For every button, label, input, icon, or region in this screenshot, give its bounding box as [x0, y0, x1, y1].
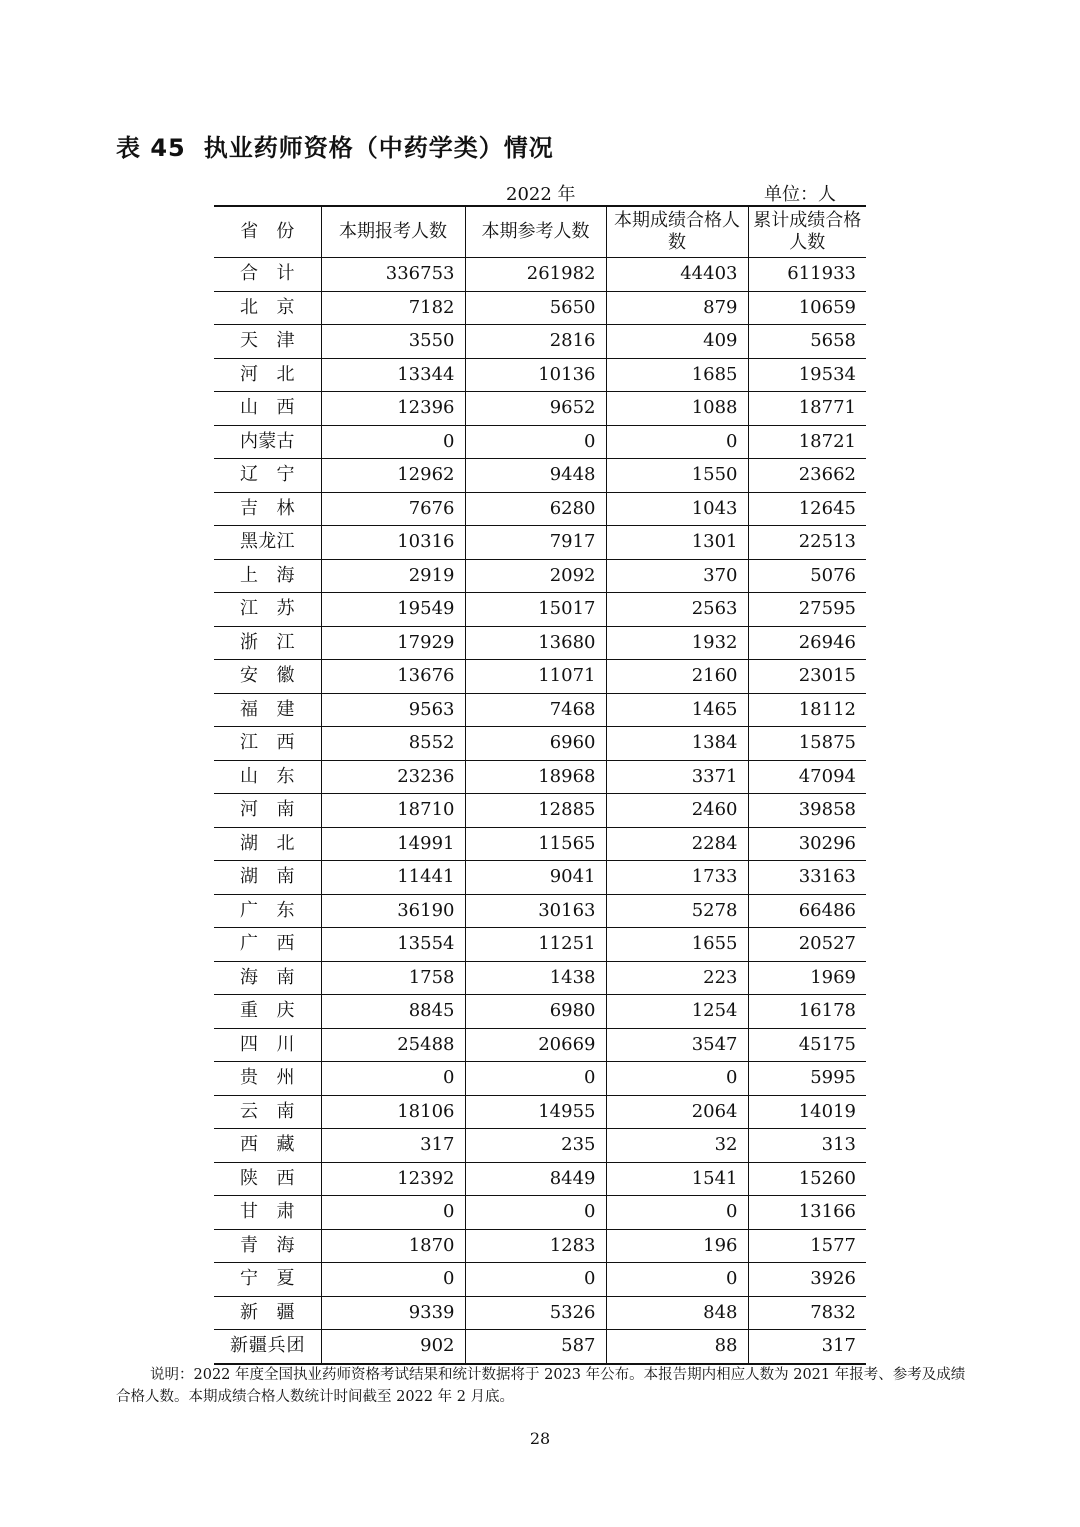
cell-qualified: 3547 [606, 1028, 748, 1062]
cell-cumulative: 5076 [748, 559, 866, 593]
province-name: 青海 [214, 1229, 321, 1263]
table-row [214, 1296, 866, 1330]
data-table [214, 205, 866, 1365]
table-row [214, 392, 866, 426]
province-name: 陕西 [214, 1162, 321, 1196]
province-name: 宁夏 [214, 1263, 321, 1297]
cell-participated: 1283 [465, 1229, 606, 1263]
cell-registered: 36190 [321, 894, 465, 928]
table-title-text: 执业药师资格（中药学类）情况 [203, 134, 554, 162]
table-body [214, 258, 866, 1364]
cell-cumulative: 3926 [748, 1263, 866, 1297]
cell-participated: 20669 [465, 1028, 606, 1062]
cell-qualified: 32 [606, 1129, 748, 1163]
province-name: 山西 [214, 392, 321, 426]
table-row [214, 1062, 866, 1096]
province-name: 湖南 [214, 861, 321, 895]
table-row [214, 727, 866, 761]
cell-qualified: 196 [606, 1229, 748, 1263]
province-name: 安徽 [214, 660, 321, 694]
cell-qualified: 1088 [606, 392, 748, 426]
cell-qualified: 370 [606, 559, 748, 593]
cell-registered: 13554 [321, 928, 465, 962]
table-row [214, 258, 866, 292]
cell-participated: 5650 [465, 291, 606, 325]
province-name: 山东 [214, 760, 321, 794]
cell-registered: 19549 [321, 593, 465, 627]
cell-qualified: 1465 [606, 693, 748, 727]
cell-registered: 8845 [321, 995, 465, 1029]
cell-participated: 0 [465, 425, 606, 459]
cell-cumulative: 15260 [748, 1162, 866, 1196]
cell-registered: 7676 [321, 492, 465, 526]
cell-qualified: 1550 [606, 459, 748, 493]
cell-cumulative: 18771 [748, 392, 866, 426]
cell-qualified: 1043 [606, 492, 748, 526]
cell-qualified: 88 [606, 1330, 748, 1364]
table-row [214, 593, 866, 627]
cell-qualified: 2064 [606, 1095, 748, 1129]
cell-participated: 10136 [465, 358, 606, 392]
cell-cumulative: 14019 [748, 1095, 866, 1129]
cell-participated: 11071 [465, 660, 606, 694]
table-row [214, 660, 866, 694]
year-label: 2022 年 [506, 184, 576, 205]
cell-participated: 0 [465, 1062, 606, 1096]
cell-participated: 14955 [465, 1095, 606, 1129]
province-name: 新疆 [214, 1296, 321, 1330]
cell-registered: 11441 [321, 861, 465, 895]
table-number: 表 45 [116, 134, 186, 162]
province-name: 湖北 [214, 827, 321, 861]
cell-registered: 18710 [321, 794, 465, 828]
cell-participated: 12885 [465, 794, 606, 828]
cell-cumulative: 66486 [748, 894, 866, 928]
cell-cumulative: 10659 [748, 291, 866, 325]
cell-registered: 317 [321, 1129, 465, 1163]
province-name: 辽宁 [214, 459, 321, 493]
cell-qualified: 0 [606, 1263, 748, 1297]
header-row [214, 206, 866, 258]
cell-participated: 1438 [465, 961, 606, 995]
province-name: 海南 [214, 961, 321, 995]
header-province: 省 份 [214, 206, 321, 258]
cell-qualified: 2460 [606, 794, 748, 828]
page-number: 28 [529, 1429, 551, 1448]
table-row [214, 995, 866, 1029]
cell-cumulative: 22513 [748, 526, 866, 560]
province-name: 北京 [214, 291, 321, 325]
cell-participated: 11251 [465, 928, 606, 962]
cell-participated: 8449 [465, 1162, 606, 1196]
province-name: 广西 [214, 928, 321, 962]
cell-qualified: 0 [606, 1062, 748, 1096]
cell-cumulative: 18112 [748, 693, 866, 727]
cell-registered: 902 [321, 1330, 465, 1364]
province-name: 重庆 [214, 995, 321, 1029]
province-name: 浙江 [214, 626, 321, 660]
cell-registered: 12392 [321, 1162, 465, 1196]
cell-qualified: 2160 [606, 660, 748, 694]
header-registered: 本期报考人数 [321, 206, 465, 258]
cell-cumulative: 16178 [748, 995, 866, 1029]
cell-cumulative: 30296 [748, 827, 866, 861]
cell-registered: 1758 [321, 961, 465, 995]
cell-qualified: 223 [606, 961, 748, 995]
cell-participated: 6960 [465, 727, 606, 761]
table-row [214, 626, 866, 660]
cell-participated: 13680 [465, 626, 606, 660]
table-row [214, 526, 866, 560]
cell-qualified: 44403 [606, 258, 748, 292]
table-row [214, 1129, 866, 1163]
cell-qualified: 1301 [606, 526, 748, 560]
province-name: 甘肃 [214, 1196, 321, 1230]
cell-registered: 12396 [321, 392, 465, 426]
cell-qualified: 3371 [606, 760, 748, 794]
cell-cumulative: 39858 [748, 794, 866, 828]
cell-registered: 0 [321, 1062, 465, 1096]
cell-cumulative: 1577 [748, 1229, 866, 1263]
table-row [214, 1263, 866, 1297]
table-row [214, 827, 866, 861]
cell-participated: 6980 [465, 995, 606, 1029]
cell-participated: 5326 [465, 1296, 606, 1330]
cell-participated: 18968 [465, 760, 606, 794]
cell-qualified: 2563 [606, 593, 748, 627]
cell-registered: 336753 [321, 258, 465, 292]
cell-qualified: 0 [606, 425, 748, 459]
table-row [214, 1229, 866, 1263]
cell-cumulative: 15875 [748, 727, 866, 761]
cell-registered: 14991 [321, 827, 465, 861]
table-row [214, 1095, 866, 1129]
header-cumulative: 累计成绩合格人数 [748, 206, 866, 258]
cell-cumulative: 317 [748, 1330, 866, 1364]
cell-participated: 6280 [465, 492, 606, 526]
table-row [214, 928, 866, 962]
cell-qualified: 879 [606, 291, 748, 325]
cell-registered: 3550 [321, 325, 465, 359]
cell-cumulative: 5995 [748, 1062, 866, 1096]
province-name: 吉林 [214, 492, 321, 526]
table-row [214, 1330, 866, 1364]
cell-registered: 12962 [321, 459, 465, 493]
cell-registered: 18106 [321, 1095, 465, 1129]
cell-participated: 0 [465, 1263, 606, 1297]
cell-qualified: 1541 [606, 1162, 748, 1196]
cell-registered: 9563 [321, 693, 465, 727]
cell-participated: 9448 [465, 459, 606, 493]
table-row [214, 291, 866, 325]
province-name: 西藏 [214, 1129, 321, 1163]
footnote: 说明：2022 年度全国执业药师资格考试结果和统计数据将于 2023 年公布。本报告期内相应人数为 2021 年报考、参考及成绩合格人数。本期成绩合格人数统计时间截至 2022 年 2 月底。 [116, 1367, 966, 1405]
cell-qualified: 409 [606, 325, 748, 359]
cell-qualified: 1932 [606, 626, 748, 660]
cell-cumulative: 19534 [748, 358, 866, 392]
province-name: 河南 [214, 794, 321, 828]
cell-qualified: 1384 [606, 727, 748, 761]
cell-qualified: 1254 [606, 995, 748, 1029]
province-name: 云南 [214, 1095, 321, 1129]
cell-registered: 25488 [321, 1028, 465, 1062]
cell-cumulative: 45175 [748, 1028, 866, 1062]
cell-cumulative: 18721 [748, 425, 866, 459]
province-name: 江西 [214, 727, 321, 761]
cell-registered: 13676 [321, 660, 465, 694]
table-row [214, 1162, 866, 1196]
cell-participated: 7917 [465, 526, 606, 560]
cell-participated: 261982 [465, 258, 606, 292]
cell-cumulative: 47094 [748, 760, 866, 794]
header-qualified: 本期成绩合格人数 [606, 206, 748, 258]
province-name: 上海 [214, 559, 321, 593]
cell-registered: 0 [321, 1263, 465, 1297]
cell-cumulative: 1969 [748, 961, 866, 995]
cell-participated: 30163 [465, 894, 606, 928]
cell-cumulative: 7832 [748, 1296, 866, 1330]
province-name: 四川 [214, 1028, 321, 1062]
cell-cumulative: 33163 [748, 861, 866, 895]
cell-registered: 1870 [321, 1229, 465, 1263]
table-row [214, 794, 866, 828]
cell-cumulative: 12645 [748, 492, 866, 526]
cell-qualified: 2284 [606, 827, 748, 861]
cell-registered: 2919 [321, 559, 465, 593]
cell-qualified: 848 [606, 1296, 748, 1330]
unit-label: 单位：人 [764, 184, 836, 205]
table-row [214, 459, 866, 493]
province-name: 新疆兵团 [214, 1330, 321, 1364]
cell-cumulative: 313 [748, 1129, 866, 1163]
cell-cumulative: 23015 [748, 660, 866, 694]
header-participated: 本期参考人数 [465, 206, 606, 258]
cell-participated: 2092 [465, 559, 606, 593]
cell-registered: 0 [321, 1196, 465, 1230]
cell-cumulative: 23662 [748, 459, 866, 493]
table-row [214, 961, 866, 995]
cell-qualified: 0 [606, 1196, 748, 1230]
table-row [214, 1028, 866, 1062]
province-name: 江苏 [214, 593, 321, 627]
cell-registered: 8552 [321, 727, 465, 761]
cell-registered: 0 [321, 425, 465, 459]
table-row [214, 358, 866, 392]
table-row [214, 894, 866, 928]
cell-participated: 2816 [465, 325, 606, 359]
province-name: 天津 [214, 325, 321, 359]
cell-qualified: 1655 [606, 928, 748, 962]
cell-participated: 7468 [465, 693, 606, 727]
province-name: 广东 [214, 894, 321, 928]
table-row [214, 492, 866, 526]
cell-participated: 9652 [465, 392, 606, 426]
province-name: 合计 [214, 258, 321, 292]
cell-cumulative: 13166 [748, 1196, 866, 1230]
cell-participated: 11565 [465, 827, 606, 861]
cell-cumulative: 20527 [748, 928, 866, 962]
cell-registered: 13344 [321, 358, 465, 392]
province-name: 福建 [214, 693, 321, 727]
cell-participated: 0 [465, 1196, 606, 1230]
cell-cumulative: 611933 [748, 258, 866, 292]
province-name: 贵州 [214, 1062, 321, 1096]
cell-participated: 235 [465, 1129, 606, 1163]
cell-registered: 17929 [321, 626, 465, 660]
cell-registered: 23236 [321, 760, 465, 794]
cell-cumulative: 5658 [748, 325, 866, 359]
table-row [214, 325, 866, 359]
cell-participated: 9041 [465, 861, 606, 895]
table-title [116, 128, 554, 163]
province-name: 黑龙江 [214, 526, 321, 560]
cell-qualified: 5278 [606, 894, 748, 928]
province-name: 河北 [214, 358, 321, 392]
cell-qualified: 1685 [606, 358, 748, 392]
cell-participated: 15017 [465, 593, 606, 627]
table-row [214, 1196, 866, 1230]
province-name: 内蒙古 [214, 425, 321, 459]
table-row [214, 760, 866, 794]
cell-cumulative: 27595 [748, 593, 866, 627]
cell-registered: 7182 [321, 291, 465, 325]
cell-qualified: 1733 [606, 861, 748, 895]
table-row [214, 693, 866, 727]
table-row [214, 425, 866, 459]
cell-participated: 587 [465, 1330, 606, 1364]
table-row [214, 559, 866, 593]
cell-registered: 9339 [321, 1296, 465, 1330]
table-row [214, 861, 866, 895]
cell-registered: 10316 [321, 526, 465, 560]
cell-cumulative: 26946 [748, 626, 866, 660]
